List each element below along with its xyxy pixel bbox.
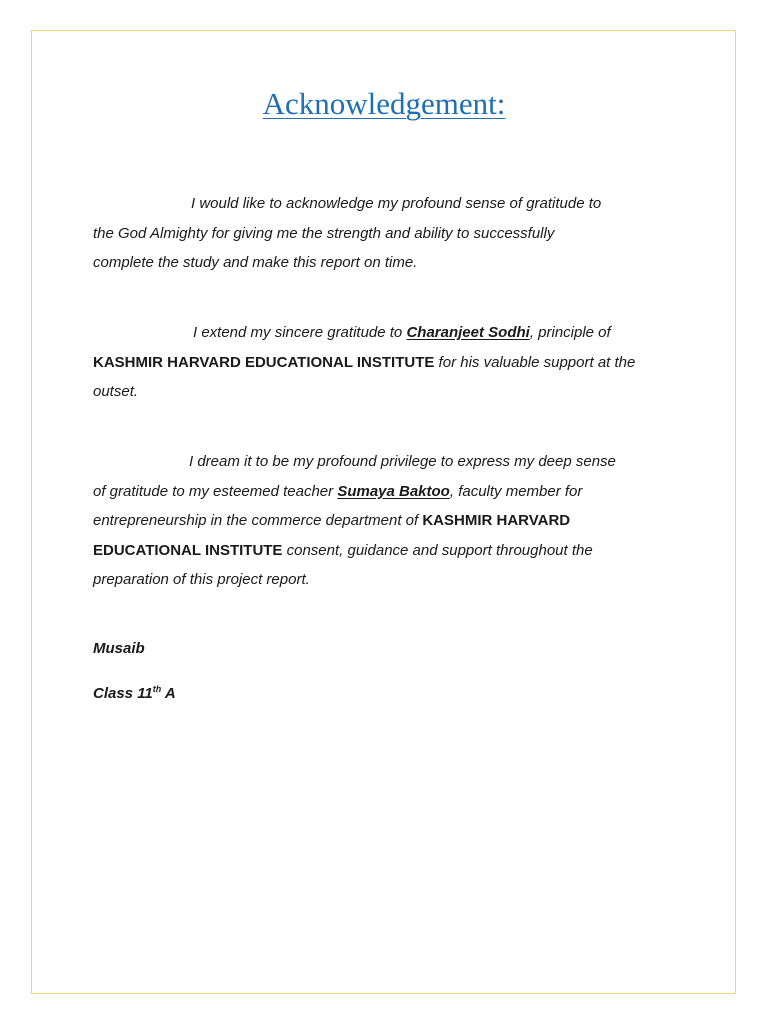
paragraph-line: I dream it to be my profound privilege to express my deep sense [189,453,616,470]
paragraph-line [93,506,683,536]
paragraph-line [93,348,683,378]
class-superscript: th [152,684,162,694]
signature-class [93,685,176,702]
text-segment: , principle of [529,324,611,341]
institute-name: EDUCATIONAL INSTITUTE [93,541,283,559]
text-segment: , faculty member for [449,482,583,500]
paragraph-line: complete the study and make this report on time. [93,254,418,271]
text-segment: consent, guidance and support throughout the [282,541,593,559]
paragraph-gratitude-principal [93,318,683,407]
text-segment: of gratitude to my esteemed teacher [93,482,338,500]
text-segment: entrepreneurship in the commerce department of [93,512,423,529]
paragraph-gratitude-god [93,189,683,278]
paragraph-line: outset. [93,383,139,400]
page-title: Acknowledgement: [262,86,506,121]
text-segment: for his valuable support at the [434,353,636,371]
principal-name: Charanjeet Sodhi [406,324,530,341]
text-segment: I extend my sincere gratitude to [193,324,407,341]
paragraph-line [93,536,683,566]
paragraph-gratitude-teacher [93,447,683,595]
paragraph-line: the God Almighty for giving me the strength and ability to successfully [93,224,555,242]
class-suffix: A [161,685,176,702]
paragraph-line: I would like to acknowledge my profound sense of gratitude to [191,195,602,212]
paragraph-line: preparation of this project report. [93,571,310,588]
class-prefix: Class 11 [93,685,153,702]
institute-name: KASHMIR HARVARD [422,512,571,529]
institute-name: KASHMIR HARVARD EDUCATIONAL INSTITUTE [93,353,435,371]
paragraph-line [93,318,683,348]
teacher-name: Sumaya Baktoo [337,482,450,500]
signature-name: Musaib [93,640,145,657]
paragraph-line [93,477,683,507]
